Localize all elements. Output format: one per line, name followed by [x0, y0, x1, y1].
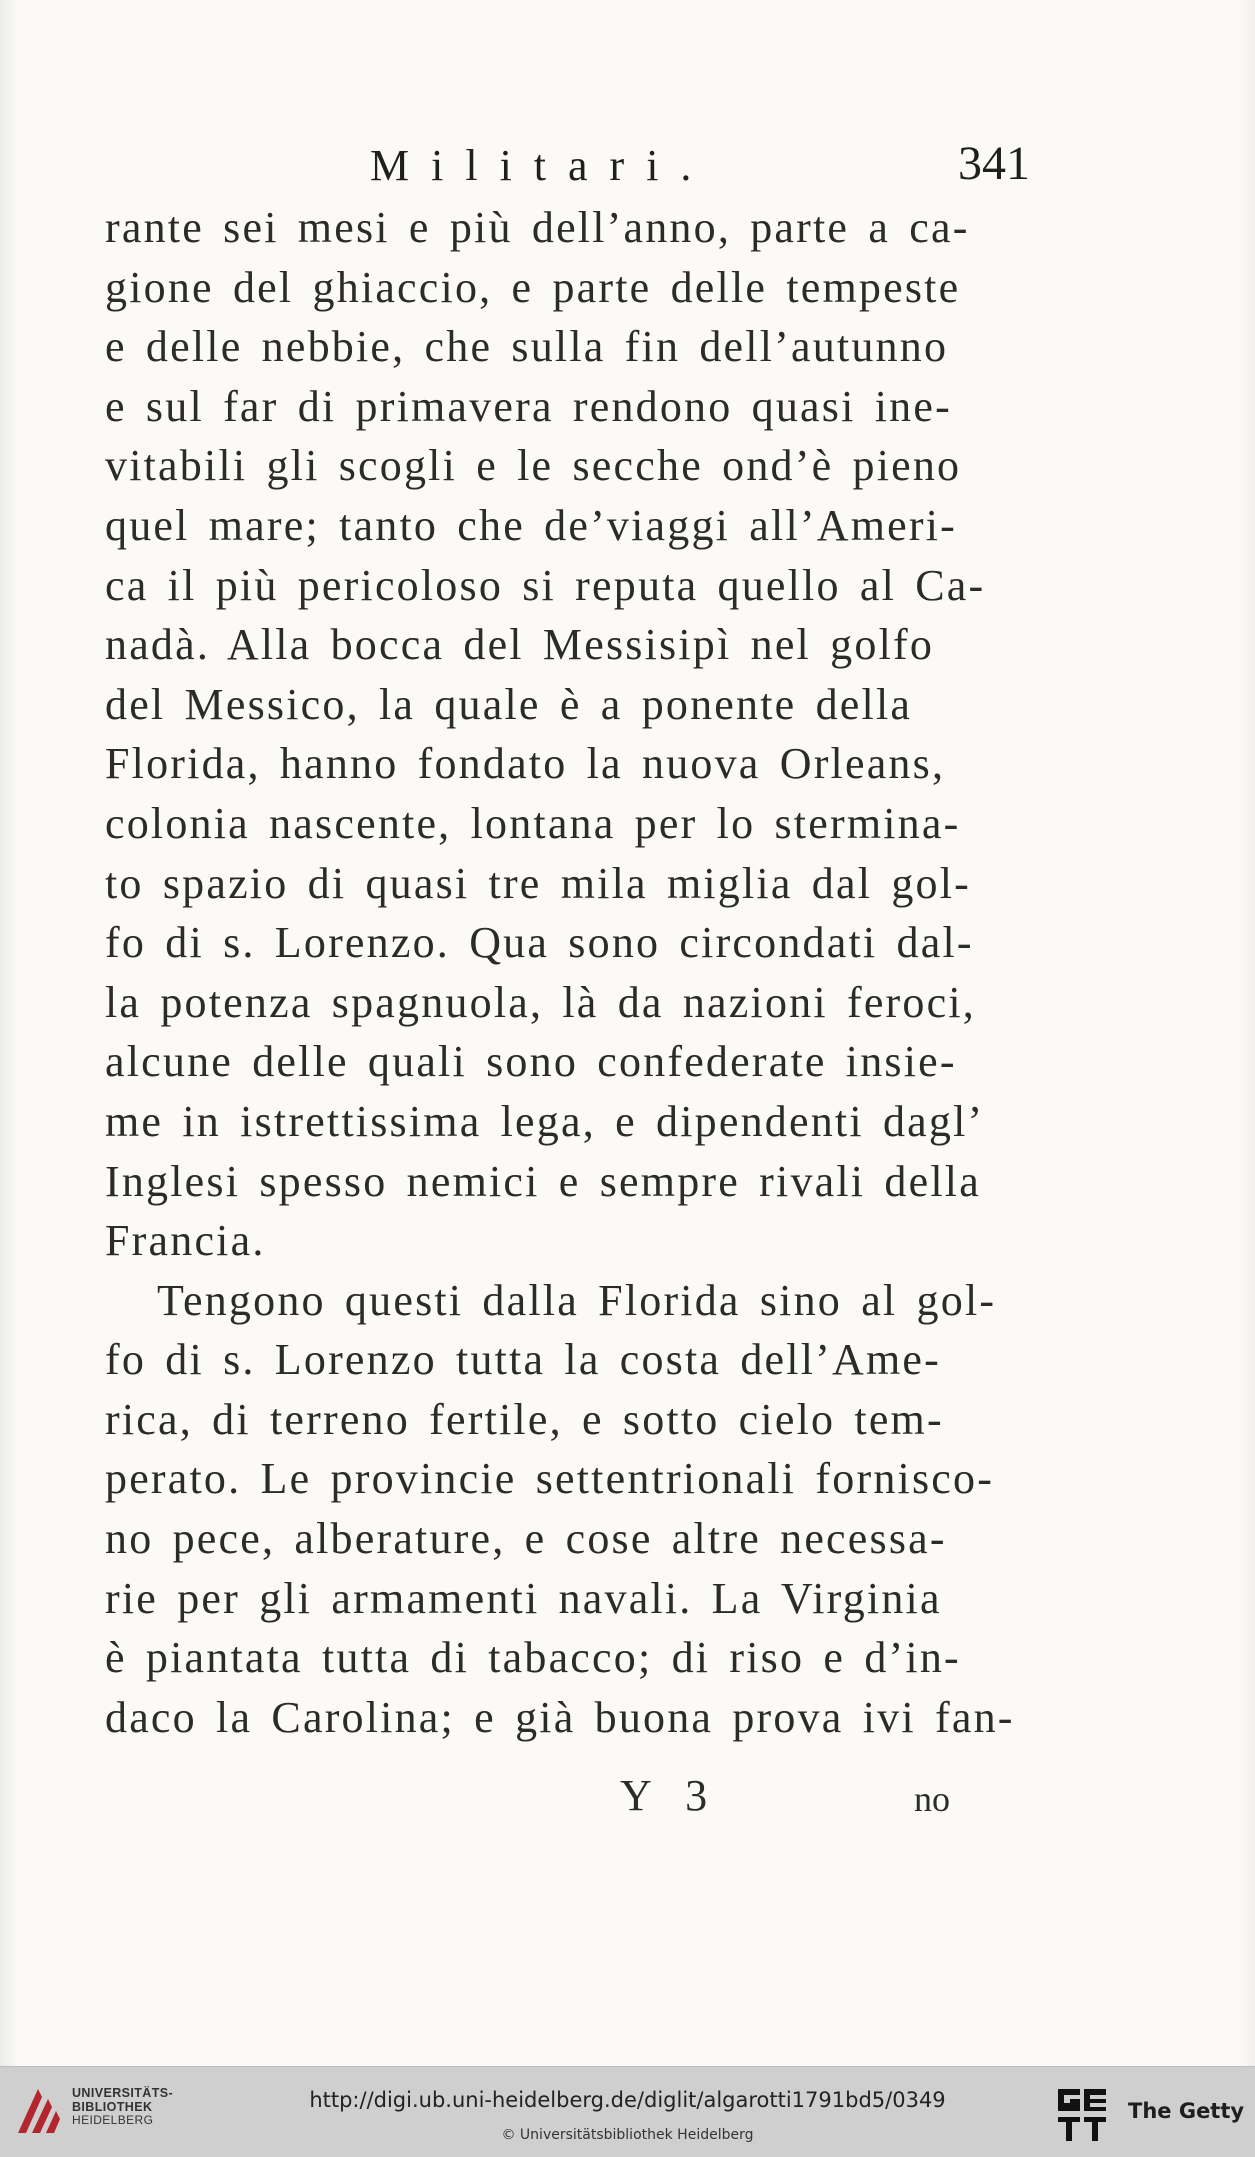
text-line: rica, di terreno fertile, e sotto cielo tem- — [105, 1394, 944, 1444]
text-line: alcune delle quali sono confederate insie- — [105, 1037, 957, 1087]
text-line: la potenza spagnuola, là da nazioni feroci, — [105, 977, 976, 1027]
running-head-title: Militari. — [370, 141, 714, 190]
text-line: ca il più pericoloso si reputa quello al Ca- — [105, 560, 986, 610]
text-line: Inglesi spesso nemici e sempre rivali della — [105, 1156, 981, 1206]
text-line: vitabili gli scogli e le secche ond’è pieno — [105, 441, 962, 491]
institution-name-line: UNIVERSITÄTS- — [72, 2086, 174, 2100]
text-line: to spazio di quasi tre mila miglia dal gol- — [105, 858, 972, 908]
text-line: colonia nascente, lontana per lo stermina- — [105, 798, 961, 848]
text-line: me in istrettissima lega, e dipendenti dagl’ — [105, 1096, 985, 1146]
text-line: quel mare; tanto che de’viaggi all’Ameri- — [105, 500, 958, 550]
text-line: rie per gli armamenti navali. La Virginia — [105, 1573, 942, 1623]
text-line: rante sei mesi e più dell’anno, parte a ca- — [105, 203, 970, 252]
catchword: no — [914, 1779, 950, 1819]
institution-name-line: HEIDELBERG — [72, 2113, 154, 2127]
text-line: fo di s. Lorenzo. Qua sono circondati dal- — [105, 918, 974, 968]
page-number: 341 — [958, 137, 1030, 190]
permalink-url[interactable]: http://digi.ub.uni-heidelberg.de/diglit/algarotti1791bd5/0349 — [309, 2088, 946, 2112]
text-line: Florida, hanno fondato la nuova Orleans, — [105, 739, 946, 789]
text-line: gione del ghiaccio, e parte delle tempeste — [105, 262, 961, 312]
getty-logo-icon — [1056, 2087, 1110, 2143]
signature-mark: Y 3 — [620, 1771, 720, 1820]
running-head — [370, 137, 1030, 200]
text-line: è piantata tutta di tabacco; di riso e d’in- — [105, 1633, 961, 1683]
text-line: perato. Le provincie settentrionali fornisco- — [105, 1454, 995, 1504]
page-edge-shadow-left — [0, 0, 18, 2066]
page-edge-shadow-right — [1237, 0, 1255, 2066]
text-line: fo di s. Lorenzo tutta la costa dell’Ame- — [105, 1335, 941, 1385]
text-line: del Messico, la quale è a ponente della — [105, 679, 913, 729]
paragraph-1 — [105, 198, 1010, 1271]
text-line: no pece, alberature, e cose altre necessa- — [105, 1514, 947, 1564]
partner-name: The Getty — [1128, 2099, 1245, 2123]
paragraph-2 — [105, 1271, 1015, 1748]
text-line: nadà. Alla bocca del Messisipì nel golfo — [105, 620, 935, 670]
page-footer — [620, 1770, 950, 1830]
copyright-notice: © Universitätsbibliothek Heidelberg — [501, 2127, 754, 2143]
text-line: e delle nebbie, che sulla fin dell’autunno — [105, 322, 949, 372]
body-text — [105, 198, 1015, 1747]
institution-name-line: BIBLIOTHEK — [72, 2099, 153, 2114]
text-line: e sul far di primavera rendono quasi ine- — [105, 381, 952, 431]
viewer-footer-bar — [0, 2066, 1255, 2157]
text-line: Tengono questi dalla Florida sino al gol- — [157, 1275, 997, 1325]
text-line: Francia. — [105, 1216, 266, 1266]
text-line: daco la Carolina; e già buona prova ivi fan- — [105, 1692, 1015, 1742]
